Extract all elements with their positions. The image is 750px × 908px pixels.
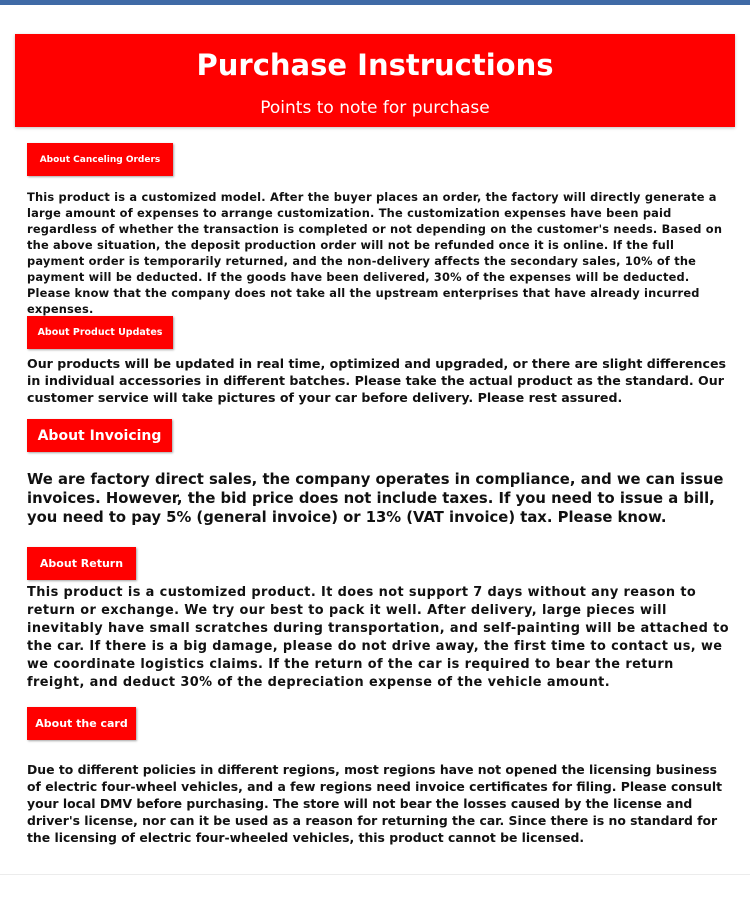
section-heading-the-card: About the card bbox=[27, 707, 136, 740]
header-banner bbox=[15, 34, 735, 127]
bottom-divider bbox=[0, 874, 750, 875]
section-body-product-updates: Our products will be updated in real time, optimized and upgraded, or there are slight differences in individual accessories in different batches. Please take the actual product as the standard. Our customer service will take pictures of your car before delivery. Please rest assured. bbox=[27, 356, 727, 405]
top-border bbox=[0, 0, 750, 5]
section-heading-return: About Return bbox=[27, 547, 136, 580]
section-body-canceling-orders: This product is a customized model. After the buyer places an order, the factory will directly generate a large amount of expenses to arrange customization. The customization expenses have been paid regardless of whether the transaction is completed or not depending on the customer's needs. Based on the above situation, the deposit production order will not be refunded once it is online. If the full payment order is temporarily returned, and the non-delivery affects the secondary sales, 10% of the payment will be deducted. If the goods have been delivered, 30% of the expenses will be deducted. Please know that the company does not take all the upstream enterprises that have already incurred expenses. bbox=[27, 190, 723, 316]
section-heading-invoicing: About Invoicing bbox=[27, 419, 172, 452]
section-body-invoicing: We are factory direct sales, the company operates in compliance, and we can issue invoices. However, the bid price does not include taxes. If you need to issue a bill, you need to pay 5% (general invoice) or 13% (VAT invoice) tax. Please know. bbox=[27, 471, 724, 526]
section-body-the-card: Due to different policies in different regions, most regions have not opened the licensing business of electric four-wheel vehicles, and a few regions need invoice certificates for filing. Please consult your local DMV before purchasing. The store will not bear the losses caused by the license and driver's license, nor can it be used as a reason for returning the car. Since there is no standard for the licensing of electric four-wheeled vehicles, this product cannot be licensed. bbox=[27, 762, 723, 845]
page-title: Purchase Instructions bbox=[196, 48, 554, 82]
section-heading-product-updates: About Product Updates bbox=[27, 316, 173, 349]
section-body-return: This product is a customized product. It does not support 7 days without any reason to return or exchange. We try our best to pack it well. After delivery, large pieces will inevitably have small scratches during transportation, and self-painting will be attached to the car. If there is a big damage, please do not drive away, the first time to contact us, we we coordinate logistics claims. If the return of the car is required to bear the return freight, and deduct 30% of the depreciation expense of the vehicle amount. bbox=[27, 585, 729, 690]
page-subtitle: Points to note for purchase bbox=[260, 98, 490, 118]
section-heading-canceling-orders: About Canceling Orders bbox=[27, 143, 173, 176]
